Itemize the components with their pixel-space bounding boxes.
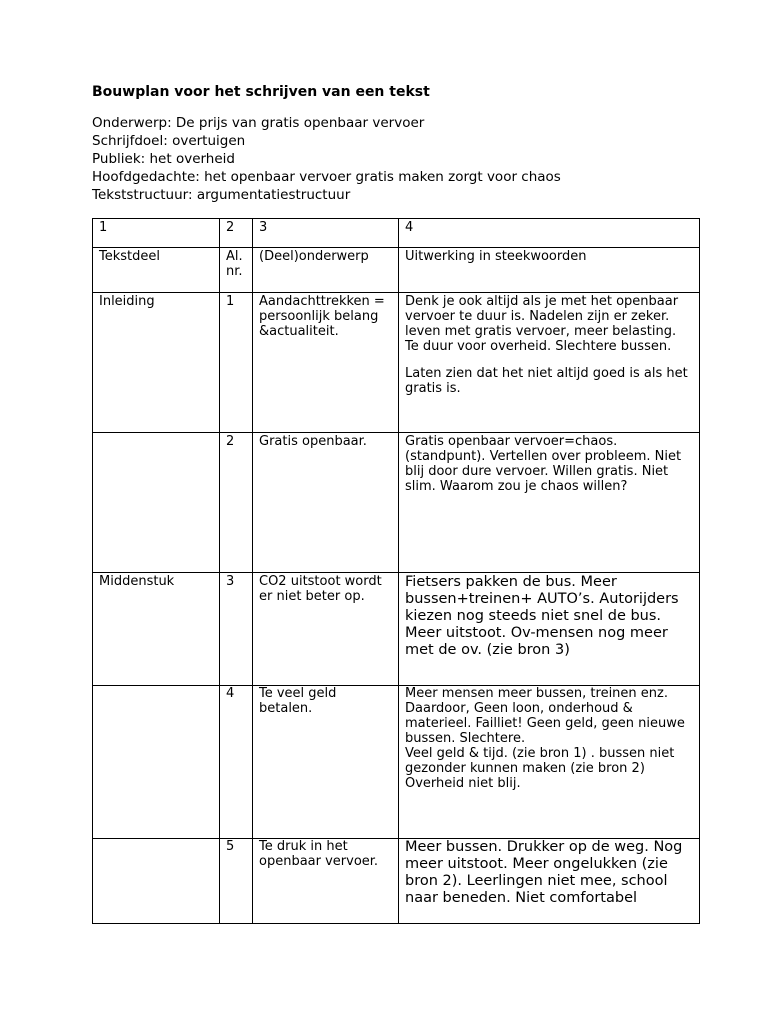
cell-nr: 2 <box>220 433 253 573</box>
document-header <box>92 82 700 204</box>
cell-onderwerp: Aandachttrekken = persoonlijk belang &actualiteit. <box>253 293 399 433</box>
uitwerking-line: Meer mensen meer bussen, treinen enz. Daardoor, Geen loon, onderhoud & materieel. Failliet! Geen geld, geen nieuwe bussen. Slechtere. <box>405 686 685 746</box>
document-meta <box>92 114 700 204</box>
cell-uitwerking <box>399 686 700 839</box>
cell-onderwerp: Gratis openbaar. <box>253 433 399 573</box>
meta-tekststructuur: Tekststructuur: argumentatiestructuur <box>92 187 351 203</box>
cell-onderwerp: CO2 uitstoot wordt er niet beter op. <box>253 573 399 686</box>
table-row <box>93 293 700 433</box>
header-tekstdeel: Tekstdeel <box>93 248 220 293</box>
cell-uitwerking <box>399 433 700 573</box>
cell-nr: 1 <box>220 293 253 433</box>
document-title: Bouwplan voor het schrijven van een tekst <box>92 84 430 100</box>
uitwerking-line: Veel geld & tijd. (zie bron 1) . bussen niet gezonder kunnen maken (zie bron 2) <box>405 746 675 776</box>
header-deelonderwerp: (Deel)onderwerp <box>253 248 399 293</box>
uitwerking-paragraph: Fietsers pakken de bus. Meer bussen+treinen+ AUTO’s. Autorijders kiezen nog steeds niet snel de bus. Meer uitstoot. Ov-mensen nog meer met de ov. (zie bron 3) <box>405 574 679 658</box>
header-uitwerking: Uitwerking in steekwoorden <box>399 248 700 293</box>
cell-tekstdeel: Inleiding <box>93 293 220 433</box>
meta-onderwerp: Onderwerp: De prijs van gratis openbaar vervoer <box>92 115 425 131</box>
table-row <box>93 433 700 573</box>
cell-tekstdeel <box>93 686 220 839</box>
uitwerking-paragraph: Denk je ook altijd als je met het openbaar vervoer te duur is. Nadelen zijn er zeker. leven met gratis vervoer, meer belasting. Te duur voor overheid. Slechtere bussen. <box>405 294 679 354</box>
column-number: 1 <box>93 219 220 248</box>
cell-tekstdeel <box>93 433 220 573</box>
column-number: 2 <box>220 219 253 248</box>
table-header-row <box>93 248 700 293</box>
meta-publiek: Publiek: het overheid <box>92 151 235 167</box>
cell-tekstdeel <box>93 839 220 924</box>
uitwerking-line: Overheid niet blij. <box>405 776 521 791</box>
header-al-nr: Al. nr. <box>220 248 253 293</box>
table-row <box>93 686 700 839</box>
meta-schrijfdoel: Schrijfdoel: overtuigen <box>92 133 246 149</box>
cell-nr: 5 <box>220 839 253 924</box>
table-row <box>93 839 700 924</box>
meta-hoofdgedachte: Hoofdgedachte: het openbaar vervoer gratis maken zorgt voor chaos <box>92 169 561 185</box>
cell-onderwerp: Te druk in het openbaar vervoer. <box>253 839 399 924</box>
cell-uitwerking <box>399 839 700 924</box>
column-number: 3 <box>253 219 399 248</box>
cell-nr: 4 <box>220 686 253 839</box>
cell-onderwerp: Te veel geld betalen. <box>253 686 399 839</box>
cell-uitwerking <box>399 293 700 433</box>
uitwerking-paragraph: Laten zien dat het niet altijd goed is als het gratis is. <box>405 366 688 396</box>
cell-uitwerking <box>399 573 700 686</box>
cell-nr: 3 <box>220 573 253 686</box>
uitwerking-paragraph: Gratis openbaar vervoer=chaos. (standpunt). Vertellen over probleem. Niet blij door dure vervoer. Willen gratis. Niet slim. Waarom zou je chaos willen? <box>405 434 682 494</box>
table-row <box>93 573 700 686</box>
column-number-row <box>93 219 700 248</box>
uitwerking-paragraph: Meer bussen. Drukker op de weg. Nog meer uitstoot. Meer ongelukken (zie bron 2). Leerlingen niet mee, school naar beneden. Niet comfortabel <box>405 839 683 906</box>
column-number: 4 <box>399 219 700 248</box>
cell-tekstdeel: Middenstuk <box>93 573 220 686</box>
bouwplan-table <box>92 218 700 924</box>
